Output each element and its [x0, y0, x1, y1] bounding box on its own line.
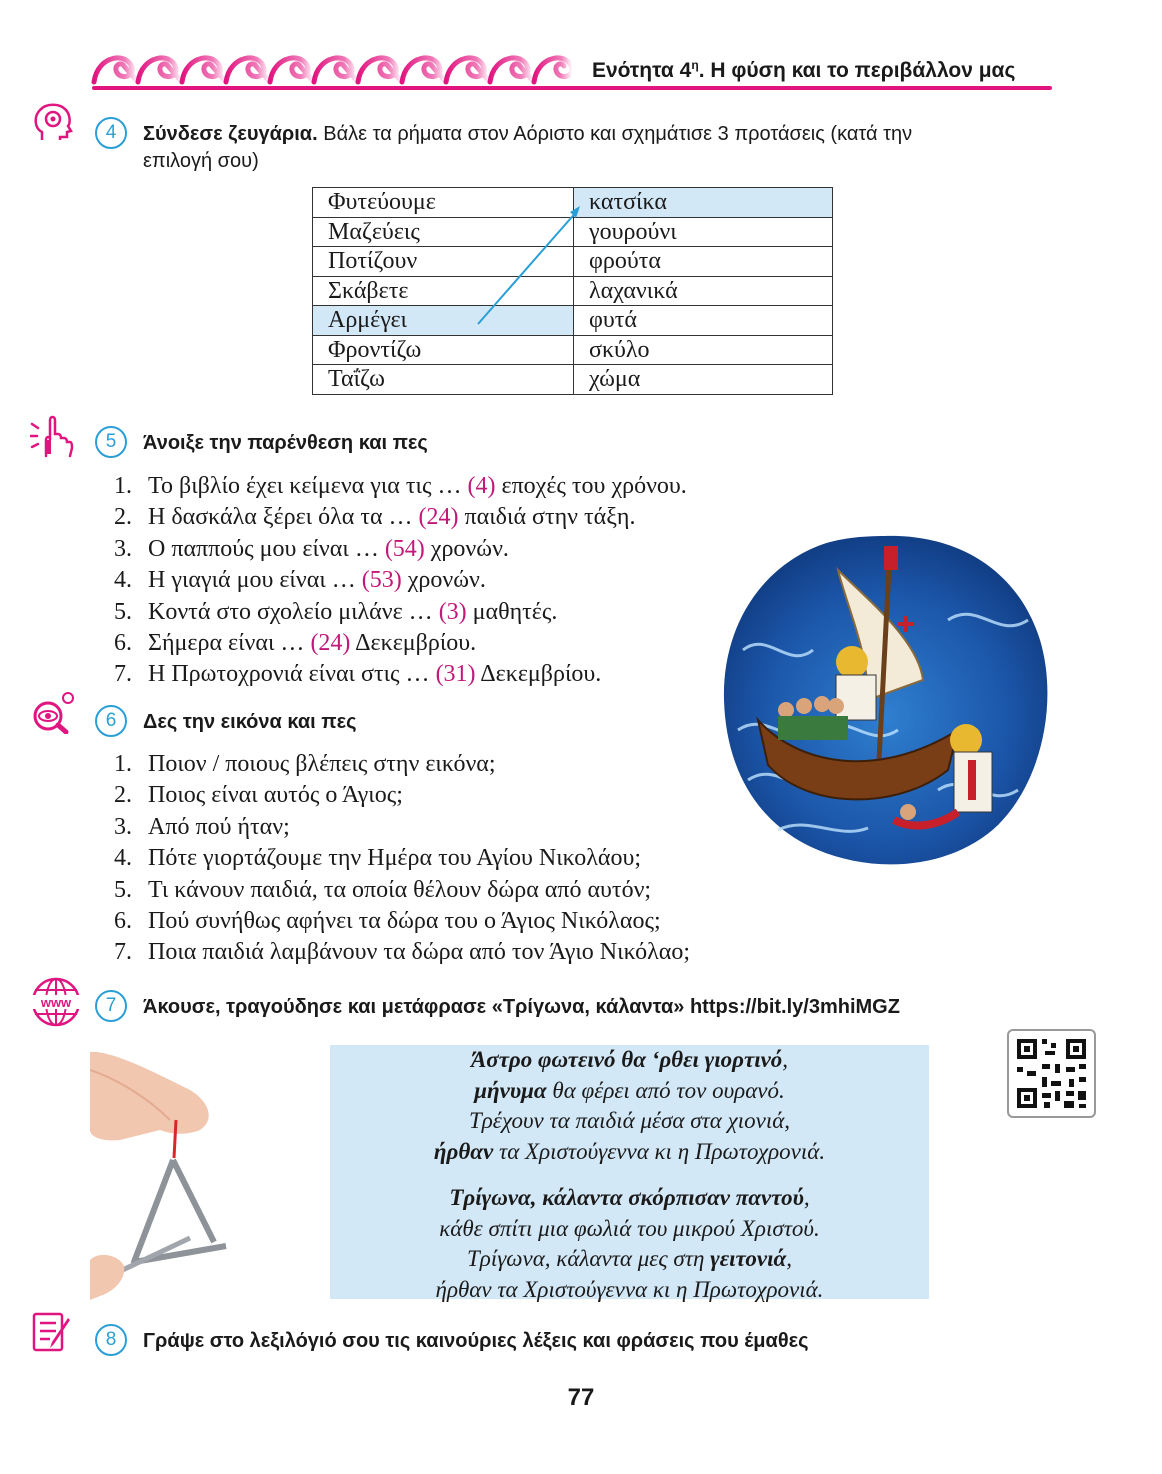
table-row [313, 365, 833, 395]
exercise-4-instruction-cont: επιλογή σου) [143, 150, 259, 172]
list-item: 2. Η δασκάλα ξέρει όλα τα … (24) παιδιά στην τάξη. [114, 504, 636, 531]
lyrics-line: Τρίγωνα, κάλαντα σκόρπισαν παντού, [449, 1185, 810, 1210]
noun-cell[interactable]: κατσίκα [574, 188, 833, 218]
noun-cell[interactable]: χώμα [574, 365, 833, 395]
verb-cell[interactable]: Φυτεύουμε [313, 188, 574, 218]
list-item: 6. Πού συνήθως αφήνει τα δώρα του ο Άγιος Νικόλαος; [114, 907, 661, 934]
saint-nicholas-ship-illustration [718, 530, 1052, 872]
notebook-pencil-icon [30, 1310, 74, 1354]
noun-cell[interactable]: γουρούνι [574, 217, 833, 247]
noun-cell[interactable]: λαχανικά [574, 276, 833, 306]
unit-title: Ενότητα $4^\eta$. Η φύση και το περιβάλλον μας [592, 58, 1016, 82]
lyrics-line: Τρίγωνα, κάλαντα μες στη γειτονιά, [467, 1246, 792, 1271]
exercise-number-8: 8 [95, 1324, 127, 1356]
exercise-number-5: 5 [95, 426, 127, 458]
header-wave-ornament [88, 44, 588, 90]
noun-cell[interactable]: σκύλο [574, 335, 833, 365]
head-gear-icon [30, 100, 74, 144]
lyrics-line: μήνυμα θα φέρει από τον ουρανό. [474, 1077, 785, 1103]
list-item: 4. Η γιαγιά μου είναι … (53) χρονών. [114, 567, 486, 594]
page-number: 77 [567, 1384, 595, 1411]
list-item: 1. Το βιβλίο έχει κείμενα για τις … (4) εποχές του χρόνου. [114, 473, 687, 499]
list-item: 7. Η Πρωτοχρονιά είναι στις … (31) Δεκεμβρίου. [114, 661, 602, 688]
list-item: 5. Τι κάνουν παιδιά, τα οποία θέλουν δώρα από αυτόν; [114, 876, 652, 903]
verb-cell[interactable]: Ταΐζω [313, 365, 574, 395]
lyrics-line: Άστρο φωτεινό θα ‘ρθει γιορτινό, [470, 1047, 789, 1072]
exercise-8-heading: Γράψε στο λεξιλόγιό σου τις καινούριες λέξεις και φράσεις που έμαθες [143, 1330, 809, 1352]
eye-magnifier-icon [30, 690, 74, 734]
list-item: 3. Από πού ήταν; [114, 813, 290, 840]
list-item: 4. Πότε γιορτάζουμε την Ημέρα του Αγίου Νικολάου; [114, 845, 642, 872]
lyrics-line: κάθε σπίτι μια φωλιά του μικρού Χριστού. [439, 1215, 820, 1241]
noun-cell[interactable]: φρούτα [574, 247, 833, 277]
exercise-6-list [114, 749, 690, 969]
triangle-instrument-photo [90, 1050, 240, 1302]
exercise-4-instruction: Σύνδεσε ζευγάρια. Βάλε τα ρήματα στον Αόριστο και σχημάτισε 3 προτάσεις (κατά την [143, 123, 913, 145]
exercise-6-heading: Δες την εικόνα και πες [143, 711, 357, 733]
exercise-5-list [114, 471, 687, 691]
verb-cell[interactable]: Μαζεύεις [313, 217, 574, 247]
exercise-number-4: 4 [95, 117, 127, 149]
list-item: 2. Ποιος είναι αυτός ο Άγιος; [114, 782, 403, 809]
exercise-number-7: 7 [95, 990, 127, 1022]
match-arrow [470, 196, 590, 332]
lyrics-line: ήρθαν τα Χριστούγεννα κι η Πρωτοχρονιά. [433, 1138, 826, 1164]
www-label: www [40, 995, 72, 1010]
exercise-7-heading[interactable]: Άκουσε, τραγούδησε και μετάφρασε «Τρίγωνα, κάλαντα» https://bit.ly/3mhiMGZ [143, 996, 900, 1018]
lyrics-line: ήρθαν τα Χριστούγεννα κι η Πρωτοχρονιά. [435, 1276, 824, 1302]
list-item: 5. Κοντά στο σχολείο μιλάνε … (3) μαθητές. [114, 598, 558, 625]
verb-cell[interactable]: Φροντίζω [313, 335, 574, 365]
header-rule [92, 86, 1052, 90]
song-lyrics-box [330, 1045, 929, 1302]
table-row [313, 335, 833, 365]
list-item: 6. Σήμερα είναι … (24) Δεκεμβρίου. [114, 629, 477, 656]
verb-cell[interactable]: Αρμέγει [313, 306, 574, 336]
qr-code-icon[interactable] [1007, 1029, 1096, 1118]
list-item: 7. Ποια παιδιά λαμβάνουν τα δώρα από τον Άγιο Νικόλαο; [114, 939, 691, 966]
list-item: 3. Ο παππούς μου είναι … (54) χρονών. [114, 535, 509, 562]
exercise-number-6: 6 [95, 705, 127, 737]
lyrics-line: Τρέχουν τα παιδιά μέσα στα χιονιά, [468, 1108, 791, 1133]
exercise-5-heading: Άνοιξε την παρένθεση και πες [143, 432, 428, 454]
globe-www-icon [30, 976, 82, 1028]
noun-cell[interactable]: φυτά [574, 306, 833, 336]
list-item: 1. Ποιον / ποιους βλέπεις στην εικόνα; [114, 751, 496, 777]
verb-cell[interactable]: Σκάβετε [313, 276, 574, 306]
verb-cell[interactable]: Ποτίζουν [313, 247, 574, 277]
pointing-hand-icon [30, 414, 74, 458]
